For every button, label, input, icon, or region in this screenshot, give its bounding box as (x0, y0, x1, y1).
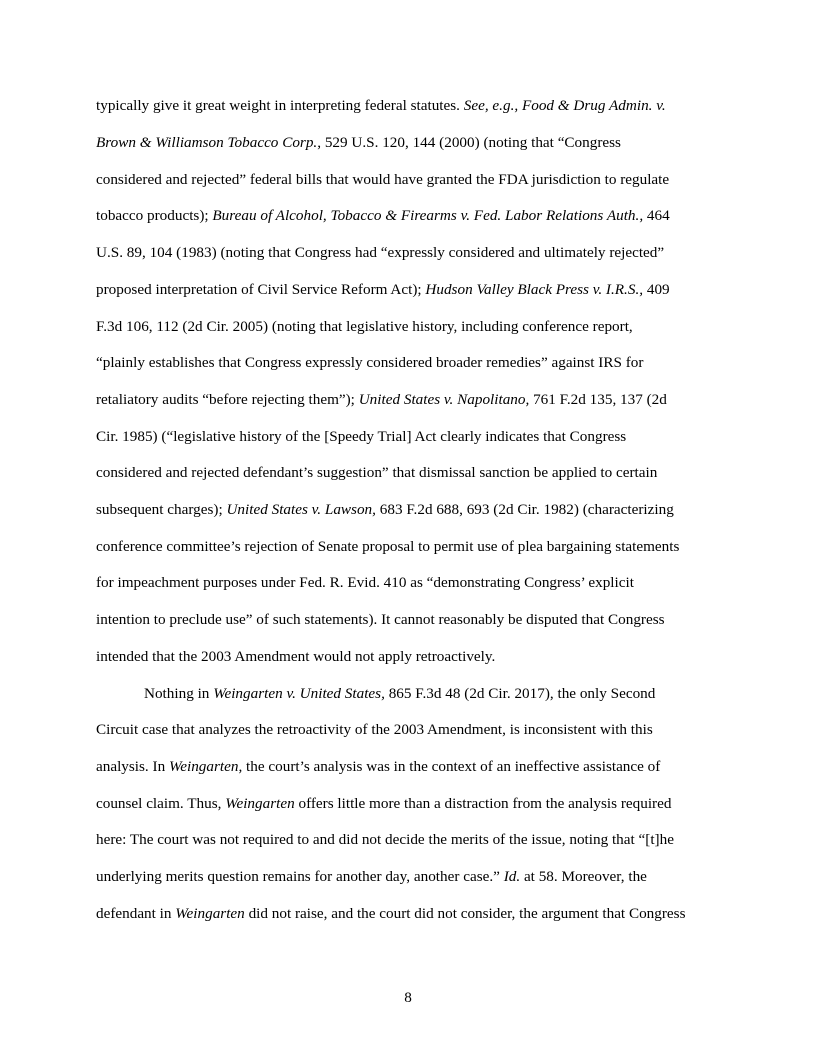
text-line: Cir. 1985) (“legislative history of the [Speedy Trial] Act clearly indicates that Congress (96, 428, 627, 445)
case-citation: Id. (503, 868, 521, 885)
text-line: F.3d 106, 112 (2d Cir. 2005) (noting that legislative history, including conference report, (96, 318, 633, 335)
case-citation: Weingarten (175, 905, 245, 922)
text-line: counsel claim. Thus, Weingarten offers little more than a distraction from the analysis required (96, 795, 672, 812)
text-line: Brown & Williamson Tobacco Corp., 529 U.S. 120, 144 (2000) (noting that “Congress (96, 134, 621, 151)
case-citation: See, e.g., Food & Drug Admin. v. (463, 97, 666, 114)
case-citation: Weingarten v. United States, (213, 685, 385, 702)
text-line: “plainly establishes that Congress expressly considered broader remedies” against IRS for (96, 354, 644, 371)
text-line: considered and rejected” federal bills that would have granted the FDA jurisdiction to regulate (96, 171, 670, 188)
text-line: tobacco products); Bureau of Alcohol, Tobacco & Firearms v. Fed. Labor Relations Auth., 464 (96, 207, 670, 224)
text-line: subsequent charges); United States v. Lawson, 683 F.2d 688, 693 (2d Cir. 1982) (characterizing (96, 501, 674, 518)
text-line: defendant in Weingarten did not raise, and the court did not consider, the argument that Congress (96, 905, 686, 922)
case-citation: United States v. Lawson, (226, 501, 376, 518)
case-citation: United States v. Napolitano, (358, 391, 530, 408)
case-citation: Weingarten (225, 795, 295, 812)
text-line: considered and rejected defendant’s suggestion” that dismissal sanction be applied to certain (96, 464, 658, 481)
text-line: typically give it great weight in interpreting federal statutes. See, e.g., Food & Drug Admin. v. (96, 97, 666, 114)
text-line: U.S. 89, 104 (1983) (noting that Congress had “expressly considered and ultimately rejected” (96, 244, 665, 261)
text-line: for impeachment purposes under Fed. R. Evid. 410 as “demonstrating Congress’ explicit (96, 574, 634, 591)
page-number: 8 (404, 989, 412, 1006)
case-citation: Bureau of Alcohol, Tobacco & Firearms v. Fed. Labor Relations Auth., (212, 207, 644, 224)
text-line: Circuit case that analyzes the retroactivity of the 2003 Amendment, is inconsistent with this (96, 721, 653, 738)
text-line: here: The court was not required to and did not decide the merits of the issue, noting that “[t]he (96, 831, 674, 848)
text-line: underlying merits question remains for another day, another case.” Id. at 58. Moreover, the (96, 868, 647, 885)
text-line: retaliatory audits “before rejecting them”); United States v. Napolitano, 761 F.2d 135, 137 (2d (96, 391, 667, 408)
case-citation: Weingarten, (168, 758, 243, 775)
text-line: conference committee’s rejection of Senate proposal to permit use of plea bargaining statements (96, 538, 680, 555)
text-line: Nothing in Weingarten v. United States, 865 F.3d 48 (2d Cir. 2017), the only Second (144, 685, 656, 702)
text-line: proposed interpretation of Civil Service Reform Act); Hudson Valley Black Press v. I.R.S., 409 (96, 281, 670, 298)
text-line: intended that the 2003 Amendment would not apply retroactively. (96, 648, 496, 665)
case-citation: Brown & Williamson Tobacco Corp. (96, 134, 318, 151)
text-line: analysis. In Weingarten, the court’s analysis was in the context of an ineffective assistance of (96, 758, 661, 775)
case-citation: Hudson Valley Black Press v. I.R.S., (425, 281, 644, 298)
text-line: intention to preclude use” of such statements). It cannot reasonably be disputed that Congress (96, 611, 665, 628)
